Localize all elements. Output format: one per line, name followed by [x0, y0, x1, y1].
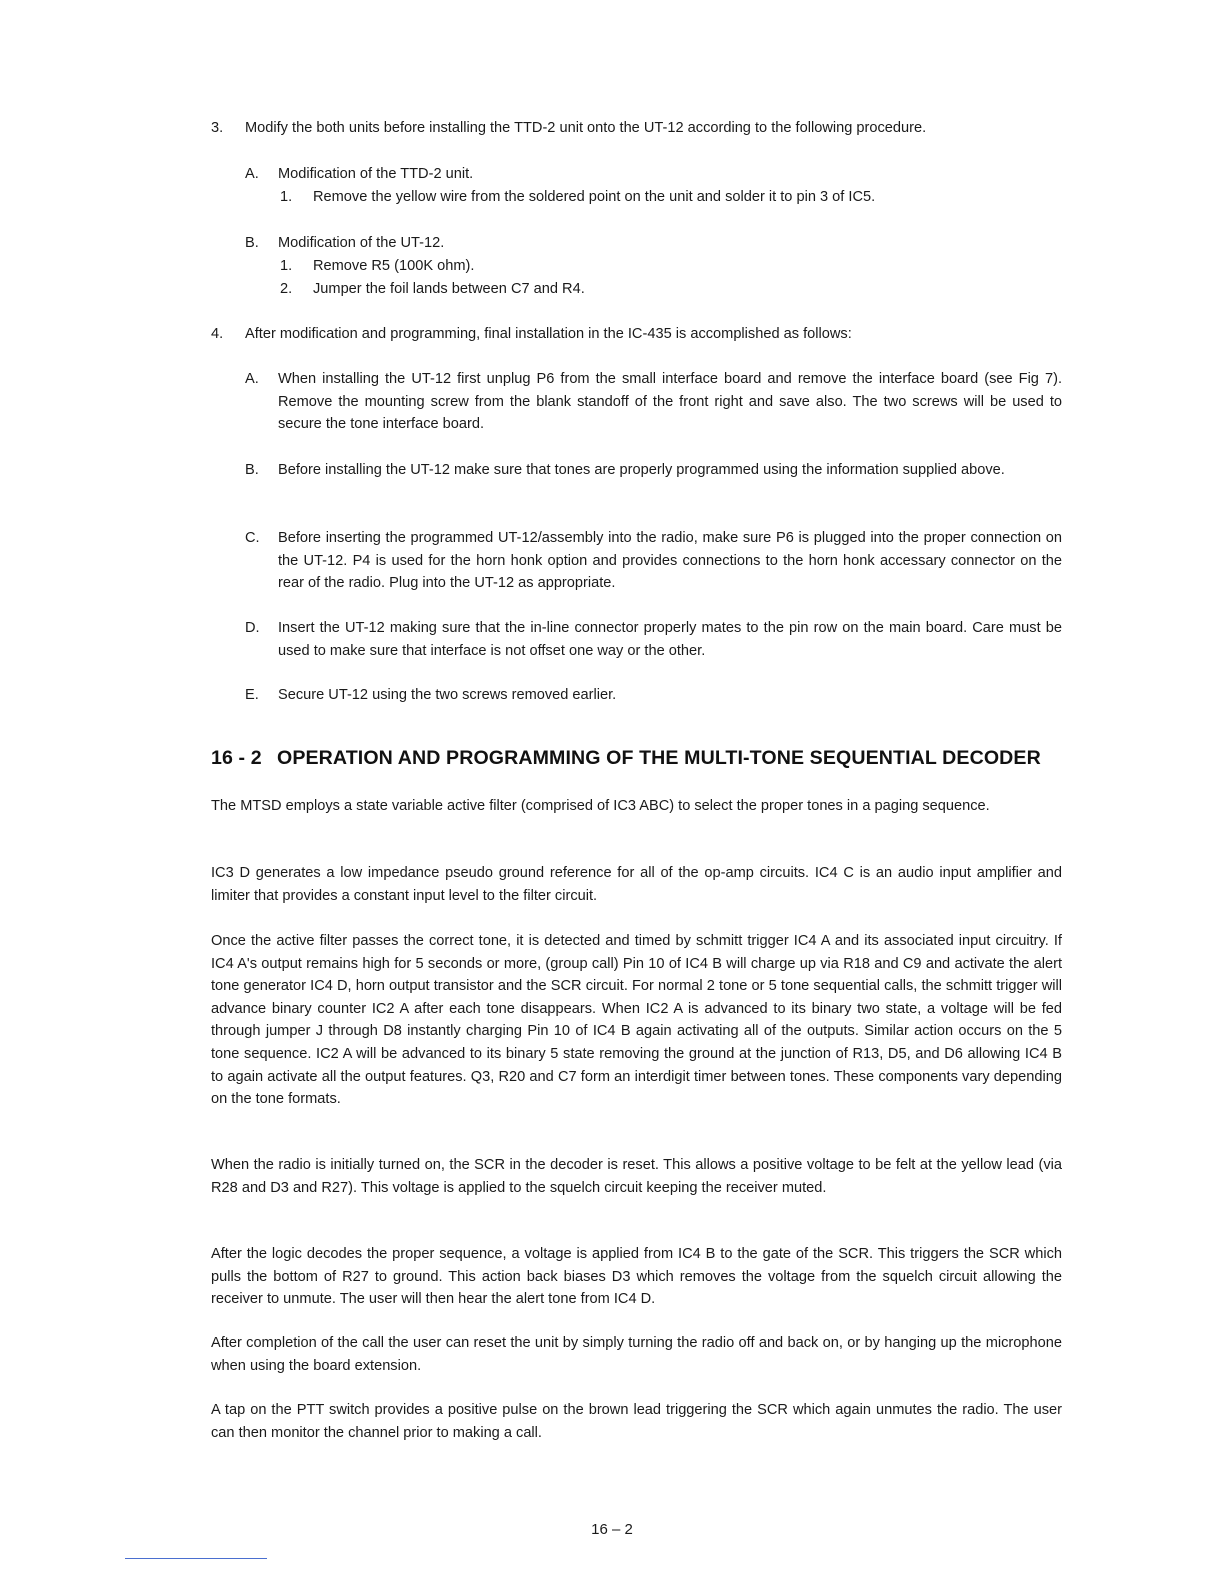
paragraph-7: A tap on the PTT switch provides a positive pulse on the brown lead triggering the SCR which again unmutes the radio. The user can then monitor the channel prior to making a call. [211, 1402, 1062, 1441]
step-3a-title: Modification of the TTD-2 unit. [278, 166, 474, 182]
paragraph-3: Once the active filter passes the correct tone, it is detected and timed by schmitt trigger IC4 A and its associated input circuitry. If IC4 A's output remains high for 5 seconds or more, (group call) Pin 10 of IC4 B will charge up via R18 and C9 and activate the alert tone generator IC4 D, horn output transistor and the SCR circuit. For normal 2 tone or 5 tone sequential calls, the schmitt trigger will advance binary counter IC2 A after each tone disappears. When IC2 A is advanced to its binary two state, a voltage will be fed through jumper J through D8 instantly charging Pin 10 of IC4 B again activating all of the outputs. Similar action occurs on the 5 tone sequence. IC2 A will be advanced to its binary 5 state removing the ground at the junction of R13, D5, and D6 allowing IC4 B to again activate all the output features. Q3, R20 and C7 form an interdigit timer between tones. These components vary depending on the tone formats. [211, 933, 1062, 1108]
step-4c-letter: C. [245, 530, 260, 546]
step-3a-item-1-number: 1. [280, 189, 293, 205]
step-4d-text: Insert the UT-12 making sure that the in-line connector properly mates to the pin row on the main board. Care must be used to make sure that interface is not offset one way or the other. [278, 620, 1062, 659]
step-3b-item-2-number: 2. [280, 281, 293, 297]
step-3-number: 3. [211, 120, 224, 136]
section-heading [211, 745, 1071, 771]
footer-rule [125, 1558, 267, 1559]
step-3b-item-1-text: Remove R5 (100K ohm). [313, 258, 475, 274]
step-3b-item-2-text: Jumper the foil lands between C7 and R4. [313, 281, 585, 297]
step-4b-letter: B. [245, 462, 259, 478]
step-4a-letter: A. [245, 371, 259, 387]
step-4e-text: Secure UT-12 using the two screws removed earlier. [278, 687, 617, 703]
step-3b-item-1-number: 1. [280, 258, 293, 274]
page-number: 16 – 2 [591, 1521, 633, 1538]
paragraph-5: After the logic decodes the proper sequence, a voltage is applied from IC4 B to the gate of the SCR. This triggers the SCR which pulls the bottom of R27 to ground. This action back biases D3 which removes the voltage from the squelch circuit allowing the receiver to unmute. The user will then hear the alert tone from IC4 D. [211, 1246, 1062, 1308]
section-title: OPERATION AND PROGRAMMING OF THE MULTI-TONE SEQUENTIAL DECODER [277, 747, 1041, 769]
paragraph-2: IC3 D generates a low impedance pseudo ground reference for all of the op-amp circuits. IC4 C is an audio input amplifier and limiter that provides a constant input level to the filter circuit. [211, 865, 1062, 904]
step-4e-letter: E. [245, 687, 259, 703]
paragraph-4: When the radio is initially turned on, the SCR in the decoder is reset. This allows a positive voltage to be felt at the yellow lead (via R28 and D3 and R27). This voltage is applied to the squelch circuit keeping the receiver muted. [211, 1157, 1062, 1196]
step-4c-text: Before inserting the programmed UT-12/assembly into the radio, make sure P6 is plugged into the proper connection on the UT-12. P4 is used for the horn honk option and provides connections to the horn honk accessary connector on the rear of the radio. Plug into the UT-12 as appropriate. [278, 530, 1062, 592]
step-3b-letter: B. [245, 235, 259, 251]
step-3b-title: Modification of the UT-12. [278, 235, 445, 251]
paragraph-1: The MTSD employs a state variable active filter (comprised of IC3 ABC) to select the proper tones in a paging sequence. [211, 798, 990, 814]
step-3-text: Modify the both units before installing the TTD-2 unit onto the UT-12 according to the following procedure. [245, 120, 927, 136]
step-4-text: After modification and programming, final installation in the IC-435 is accomplished as follows: [245, 326, 852, 342]
section-number: 16 - 2 [211, 747, 262, 769]
step-4b-text: Before installing the UT-12 make sure that tones are properly programmed using the information supplied above. [278, 462, 1005, 478]
step-3a-item-1-text: Remove the yellow wire from the soldered point on the unit and solder it to pin 3 of IC5. [313, 189, 876, 205]
step-4d-letter: D. [245, 620, 260, 636]
step-3a-letter: A. [245, 166, 259, 182]
step-4a-text: When installing the UT-12 first unplug P6 from the small interface board and remove the interface board (see Fig 7). Remove the mounting screw from the blank standoff of the front right and save also. The two screws will be used to secure the tone interface board. [278, 371, 1062, 433]
paragraph-6: After completion of the call the user can reset the unit by simply turning the radio off and back on, or by hanging up the microphone when using the board extension. [211, 1335, 1062, 1374]
step-4-number: 4. [211, 326, 224, 342]
